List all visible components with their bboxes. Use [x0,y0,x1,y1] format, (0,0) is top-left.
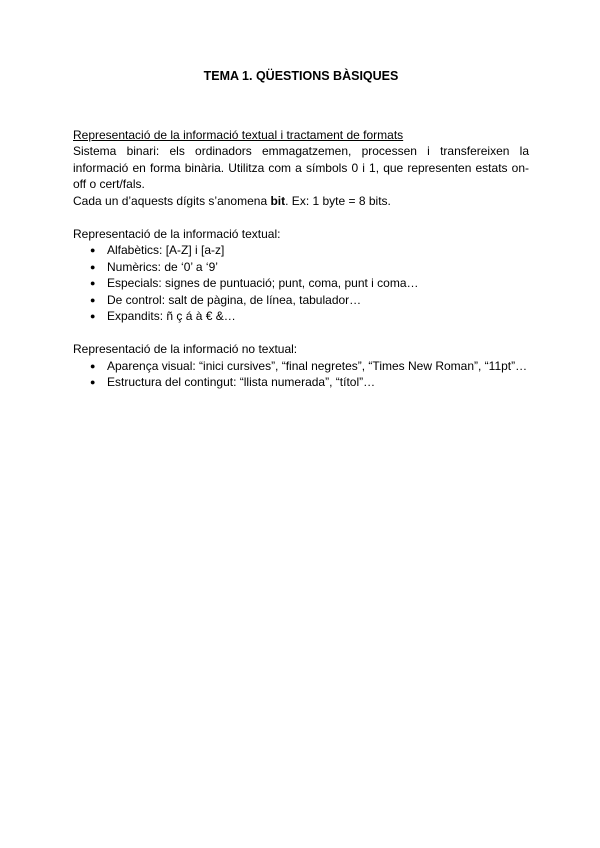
list-item: ● Numèrics: de ‘0’ a ‘9’ [107,259,529,276]
list-item: ● Especials: signes de puntuació; punt, coma, punt i coma… [107,275,529,292]
nontextual-label: Representació de la informació no textual: [73,342,298,356]
textual-list [73,242,529,325]
bit-line-after: . Ex: 1 byte = 8 bits. [285,193,391,208]
bit-definition-line [73,193,529,210]
list-item: ● De control: salt de pàgina, de línea, tabulador… [107,292,529,309]
bit-term: bit [270,193,286,208]
textual-label: Representació de la informació textual: [73,226,281,241]
list-item: ● Estructura del contingut: “llista numerada”, “títol”… [107,374,529,391]
intro-paragraph: Sistema binari: els ordinadors emmagatzemen, processen i transfereixen la informació en forma binària. Utilitza com a símbols 0 i 1, que representen estats on-off o cert/fals. [73,144,529,191]
paragraph-gap [73,209,529,226]
list-item: ● Alfabètics: [A-Z] i [a-z] [107,242,529,259]
bit-line-before: Cada un d’aquests dígits s’anomena [73,193,271,208]
nontextual-list [73,358,529,391]
list-item: ● Aparença visual: “inici cursives”, “final negretes”, “Times New Roman”, “11pt”… [107,358,529,375]
document-body [73,68,529,391]
section-heading: Representació de la informació textual i tractament de formats [73,127,404,142]
list-item: ● Expandits: ñ ç á à € &… [107,308,529,325]
document-title: TEMA 1. QÜESTIONS BÀSIQUES [203,69,399,83]
paragraph-gap [73,325,529,342]
